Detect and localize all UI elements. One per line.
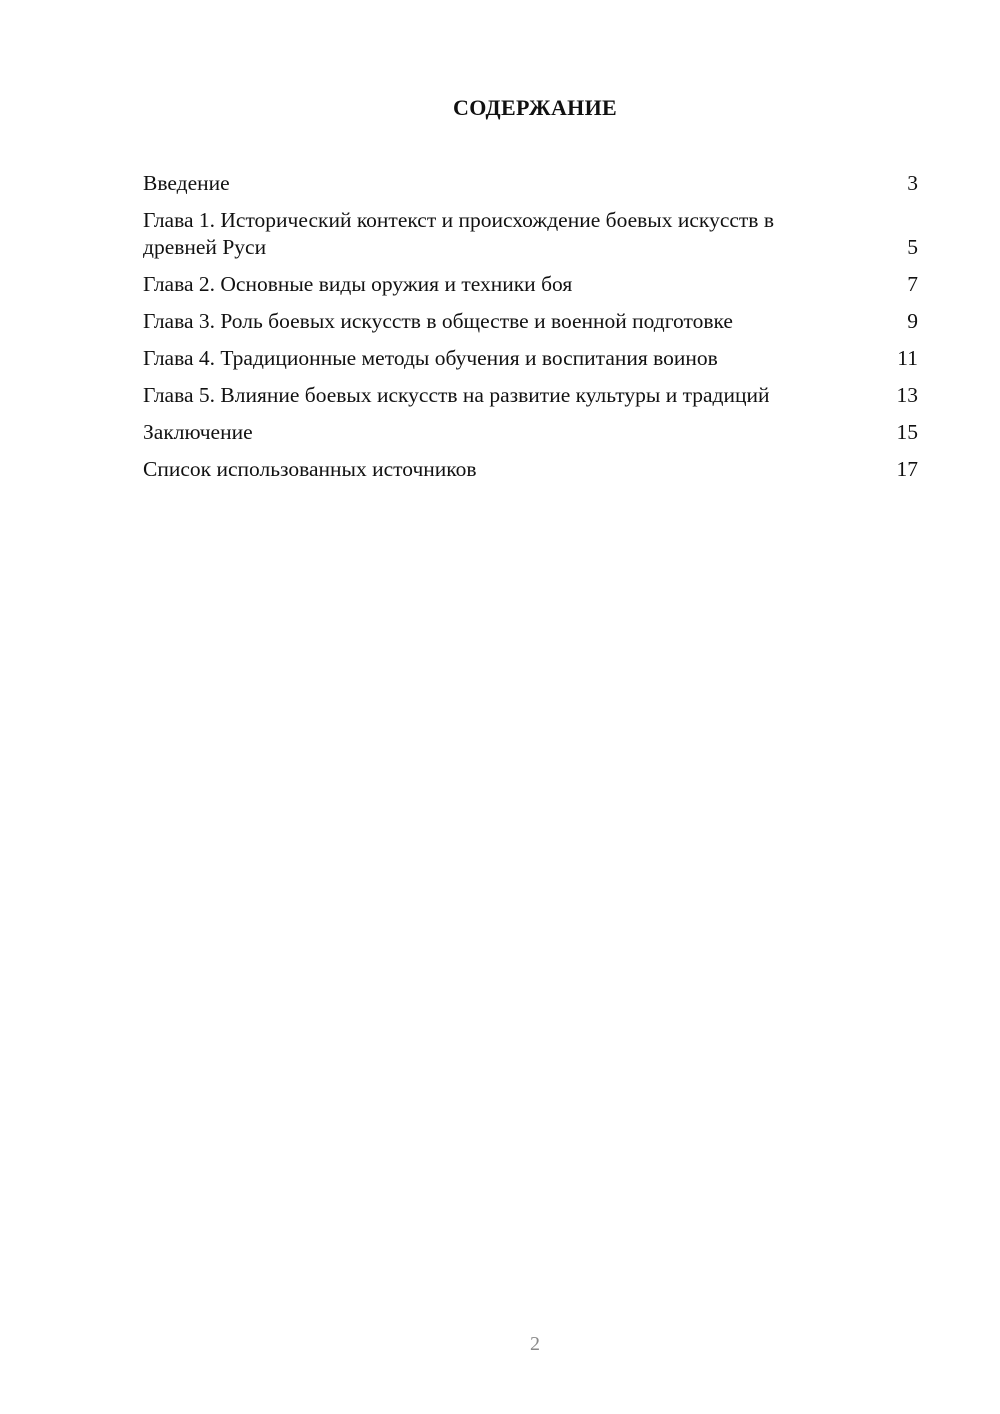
toc-entry-chapter-1[interactable] bbox=[143, 207, 918, 261]
toc-entry-conclusion[interactable] bbox=[143, 419, 918, 446]
toc-entry-chapter-5[interactable] bbox=[143, 382, 918, 409]
page-number: 2 bbox=[530, 1333, 540, 1355]
toc-entry-page: 3 bbox=[907, 171, 918, 195]
toc-entry-page: 17 bbox=[896, 457, 918, 481]
toc-entry-text: Глава 3. Роль боевых искусств в обществе и военной подготовке bbox=[143, 309, 733, 333]
page-title: СОДЕРЖАНИЕ bbox=[453, 95, 617, 120]
toc-entry-chapter-2[interactable] bbox=[143, 271, 918, 298]
toc-entry-text: Глава 2. Основные виды оружия и техники боя bbox=[143, 272, 573, 296]
table-of-contents bbox=[143, 170, 918, 493]
toc-entry-introduction[interactable] bbox=[143, 170, 918, 197]
toc-entry-text: Список использованных источников bbox=[143, 457, 477, 481]
toc-entry-page: 5 bbox=[907, 235, 918, 259]
toc-entry-text: Глава 1. Исторический контекст и происхождение боевых искусств в древней Руси bbox=[143, 208, 774, 259]
toc-entry-references[interactable] bbox=[143, 456, 918, 483]
toc-entry-page: 13 bbox=[896, 383, 918, 407]
toc-entry-text: Глава 5. Влияние боевых искусств на развитие культуры и традиций bbox=[143, 383, 770, 407]
toc-entry-chapter-4[interactable] bbox=[143, 345, 918, 372]
toc-entry-page: 15 bbox=[896, 420, 918, 444]
toc-entry-text: Введение bbox=[143, 171, 230, 195]
toc-entry-page: 7 bbox=[907, 272, 918, 296]
toc-entry-text: Заключение bbox=[143, 420, 253, 444]
toc-entry-page: 9 bbox=[907, 309, 918, 333]
toc-entry-chapter-3[interactable] bbox=[143, 308, 918, 335]
toc-entry-text: Глава 4. Традиционные методы обучения и воспитания воинов bbox=[143, 346, 718, 370]
toc-entry-page: 11 bbox=[897, 346, 918, 370]
